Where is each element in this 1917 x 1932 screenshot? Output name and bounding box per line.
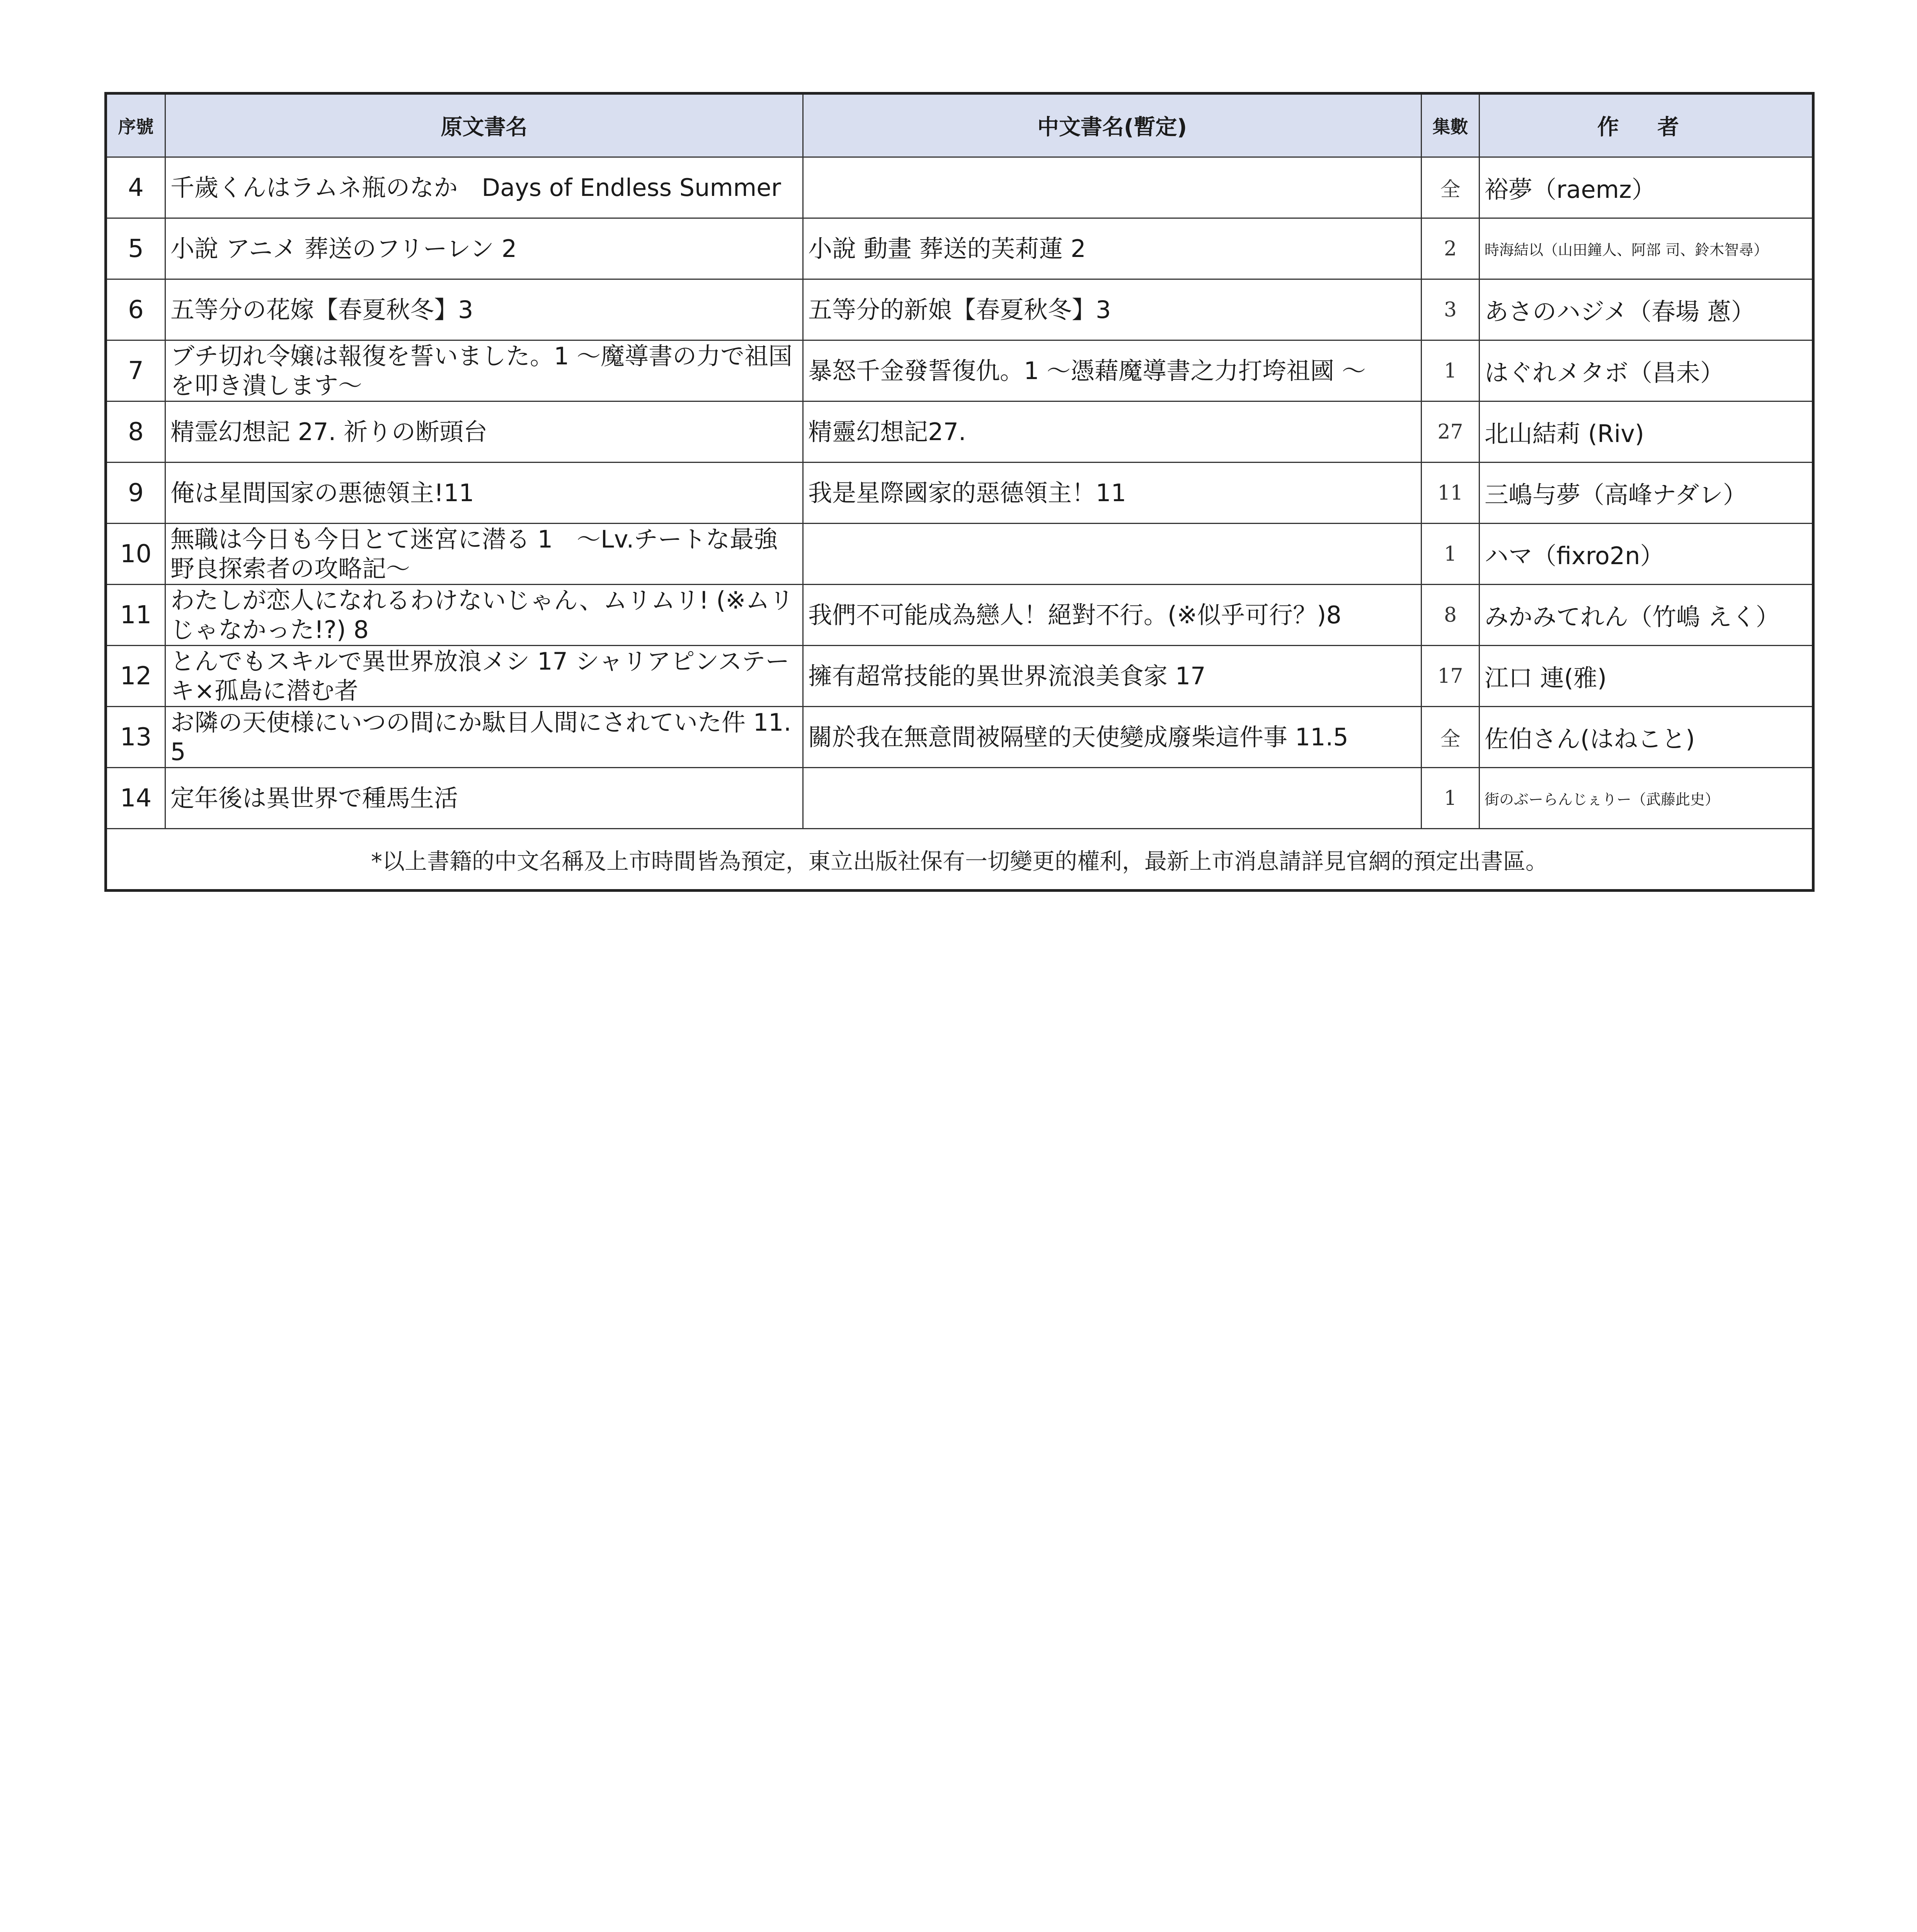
author: 佐伯さん(はねこと) — [1479, 707, 1813, 768]
table-row — [106, 768, 1813, 829]
author: みかみてれん（竹嶋 えく） — [1479, 585, 1813, 646]
author: ハマ（fixro2n） — [1479, 524, 1813, 585]
row-number: 13 — [106, 707, 165, 768]
author: 時海結以（山田鐘人、阿部 司、鈴木智尋） — [1479, 218, 1813, 279]
row-number: 14 — [106, 768, 165, 829]
footnote: *以上書籍的中文名稱及上市時間皆為預定，東立出版社保有一切變更的權利，最新上市消息請詳見官網的預定出書區。 — [106, 829, 1813, 891]
chinese-title: 暴怒千金發誓復仇。1 ～憑藉魔導書之力打垮祖國 ～ — [803, 340, 1422, 401]
book-release-table — [104, 92, 1815, 892]
chinese-title — [803, 768, 1422, 829]
table-row — [106, 157, 1813, 218]
table-row — [106, 340, 1813, 401]
original-title: ブチ切れ令嬢は報復を誓いました。1 ～魔導書の力で祖国を叩き潰します～ — [165, 340, 803, 401]
row-number: 5 — [106, 218, 165, 279]
volume: 17 — [1422, 646, 1479, 707]
original-title: 定年後は異世界で種馬生活 — [165, 768, 803, 829]
chinese-title — [803, 157, 1422, 218]
original-title: 俺は星間国家の悪徳領主!11 — [165, 463, 803, 524]
chinese-title: 我是星際國家的惡德領主！11 — [803, 463, 1422, 524]
header-author: 作 者 — [1479, 94, 1813, 157]
book-list-sheet — [104, 92, 1812, 892]
author: はぐれメタボ（昌未） — [1479, 340, 1813, 401]
header-volume: 集數 — [1422, 94, 1479, 157]
author: 三嶋与夢（高峰ナダレ） — [1479, 463, 1813, 524]
volume: 8 — [1422, 585, 1479, 646]
original-title: お隣の天使様にいつの間にか駄目人間にされていた件 11.5 — [165, 707, 803, 768]
author: 北山結莉 (Riv) — [1479, 401, 1813, 463]
table-row — [106, 279, 1813, 340]
volume: 全 — [1422, 707, 1479, 768]
volume: 27 — [1422, 401, 1479, 463]
author: あさのハジメ（春場 蔥） — [1479, 279, 1813, 340]
row-number: 12 — [106, 646, 165, 707]
chinese-title — [803, 524, 1422, 585]
volume: 3 — [1422, 279, 1479, 340]
table-row — [106, 707, 1813, 768]
author: 江口 連(雅) — [1479, 646, 1813, 707]
table-row — [106, 218, 1813, 279]
table-row — [106, 585, 1813, 646]
header-number: 序號 — [106, 94, 165, 157]
row-number: 11 — [106, 585, 165, 646]
chinese-title: 關於我在無意間被隔壁的天使變成廢柴這件事 11.5 — [803, 707, 1422, 768]
author: 裕夢（raemz） — [1479, 157, 1813, 218]
volume: 1 — [1422, 524, 1479, 585]
original-title: 小說 アニメ 葬送のフリーレン 2 — [165, 218, 803, 279]
volume: 2 — [1422, 218, 1479, 279]
table-row — [106, 646, 1813, 707]
row-number: 9 — [106, 463, 165, 524]
chinese-title: 小說 動畫 葬送的芙莉蓮 2 — [803, 218, 1422, 279]
original-title: 五等分の花嫁【春夏秋冬】3 — [165, 279, 803, 340]
volume: 1 — [1422, 768, 1479, 829]
original-title: 千歲くんはラムネ瓶のなか Days of Endless Summer — [165, 157, 803, 218]
table-header-row — [106, 94, 1813, 157]
original-title: わたしが恋人になれるわけないじゃん、ムリムリ! (※ムリじゃなかった!?) 8 — [165, 585, 803, 646]
chinese-title: 精靈幻想記27. — [803, 401, 1422, 463]
row-number: 8 — [106, 401, 165, 463]
table-row — [106, 524, 1813, 585]
original-title: 無職は今日も今日とて迷宮に潜る 1 ～Lv.チートな最強野良探索者の攻略記～ — [165, 524, 803, 585]
table-row — [106, 401, 1813, 463]
volume: 11 — [1422, 463, 1479, 524]
chinese-title: 我們不可能成為戀人！絕對不行。(※似乎可行？)8 — [803, 585, 1422, 646]
chinese-title: 擁有超常技能的異世界流浪美食家 17 — [803, 646, 1422, 707]
row-number: 4 — [106, 157, 165, 218]
original-title: とんでもスキルで異世界放浪メシ 17 シャリアピンステーキ×孤島に潜む者 — [165, 646, 803, 707]
footnote-row — [106, 829, 1813, 891]
row-number: 10 — [106, 524, 165, 585]
header-original-title: 原文書名 — [165, 94, 803, 157]
row-number: 6 — [106, 279, 165, 340]
original-title: 精霊幻想記 27. 祈りの断頭台 — [165, 401, 803, 463]
chinese-title: 五等分的新娘【春夏秋冬】3 — [803, 279, 1422, 340]
author: 街のぶーらんじぇりー（武藤此史） — [1479, 768, 1813, 829]
table-row — [106, 463, 1813, 524]
row-number: 7 — [106, 340, 165, 401]
volume: 全 — [1422, 157, 1479, 218]
volume: 1 — [1422, 340, 1479, 401]
header-chinese-title: 中文書名(暫定) — [803, 94, 1422, 157]
